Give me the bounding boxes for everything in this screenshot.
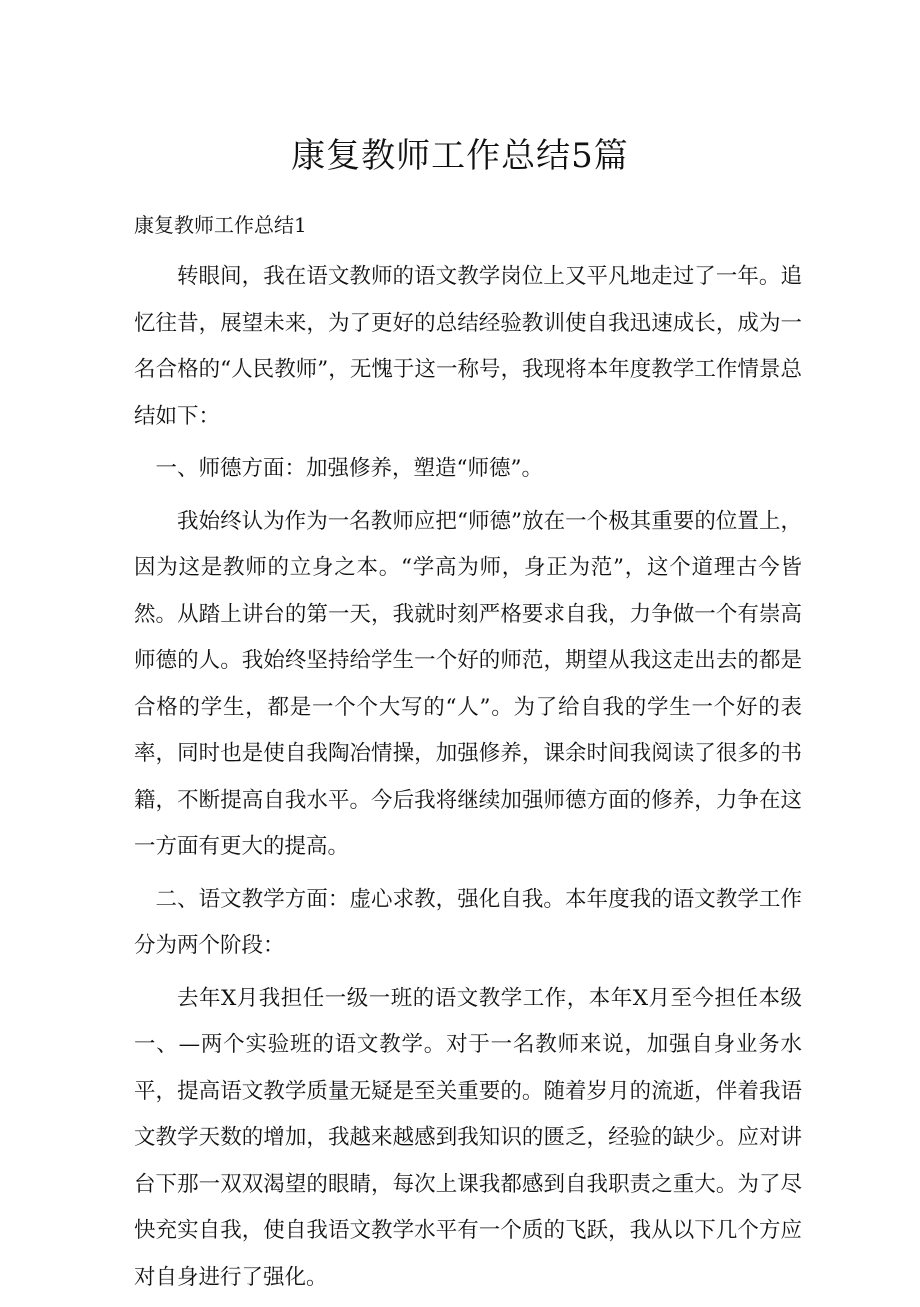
paragraph-ethics: 我始终认为作为一名教师应把“师德”放在一个极其重要的位置上，因为这是教师的立身之本。“学高为师，身正为范”，这个道理古今皆然。从踏上讲台的第一天，我就时刻严格要求自我，力争做一个有崇高师德的人。我始终坚持给学生一个好的师范，期望从我这走出去的都是合格的学生，都是一个个大写的“人”。为了给自我的学生一个好的表率，同时也是使自我陶冶情操，加强修养，课余时间我阅读了很多的书籍，不断提高自我水平。今后我将继续加强师德方面的修养，力争在这一方面有更大的提高。	[134, 508, 802, 859]
paragraph-intro: 转眼间，我在语文教师的语文教学岗位上又平凡地走过了一年。追忆往昔，展望未来，为了更好的总结经验教训使自我迅速成长，成为一名合格的“人民教师”，无愧于这一称号，我现将本年度教学工作情景总结如下：	[134, 264, 802, 429]
paragraph-heading-ethics: 一、师德方面：加强修养，塑造“师德”。	[155, 456, 543, 481]
paragraph-heading-teaching: 二、语文教学方面：虚心求教，强化自我。本年度我的语文教学工作分为两个阶段：	[134, 886, 802, 958]
section-heading: 康复教师工作总结1	[134, 213, 307, 237]
document-title: 康复教师工作总结5篇	[291, 136, 629, 176]
document-body	[134, 254, 802, 1307]
paragraph-teaching: 去年X月我担任一级一班的语文教学工作，本年X月至今担任本级一、—两个实验班的语文教学。对于一名教师来说，加强自身业务水平，提高语文教学质量无疑是至关重要的。随着岁月的流逝，伴着我语文教学天数的增加，我越来越感到我知识的匮乏，经验的缺少。应对讲台下那一双双渴望的眼睛，每次上课我都感到自我职责之重大。为了尽快充实自我，使自我语文教学水平有一个质的飞跃，我从以下几个方应对自身进行了强化。	[134, 985, 802, 1290]
